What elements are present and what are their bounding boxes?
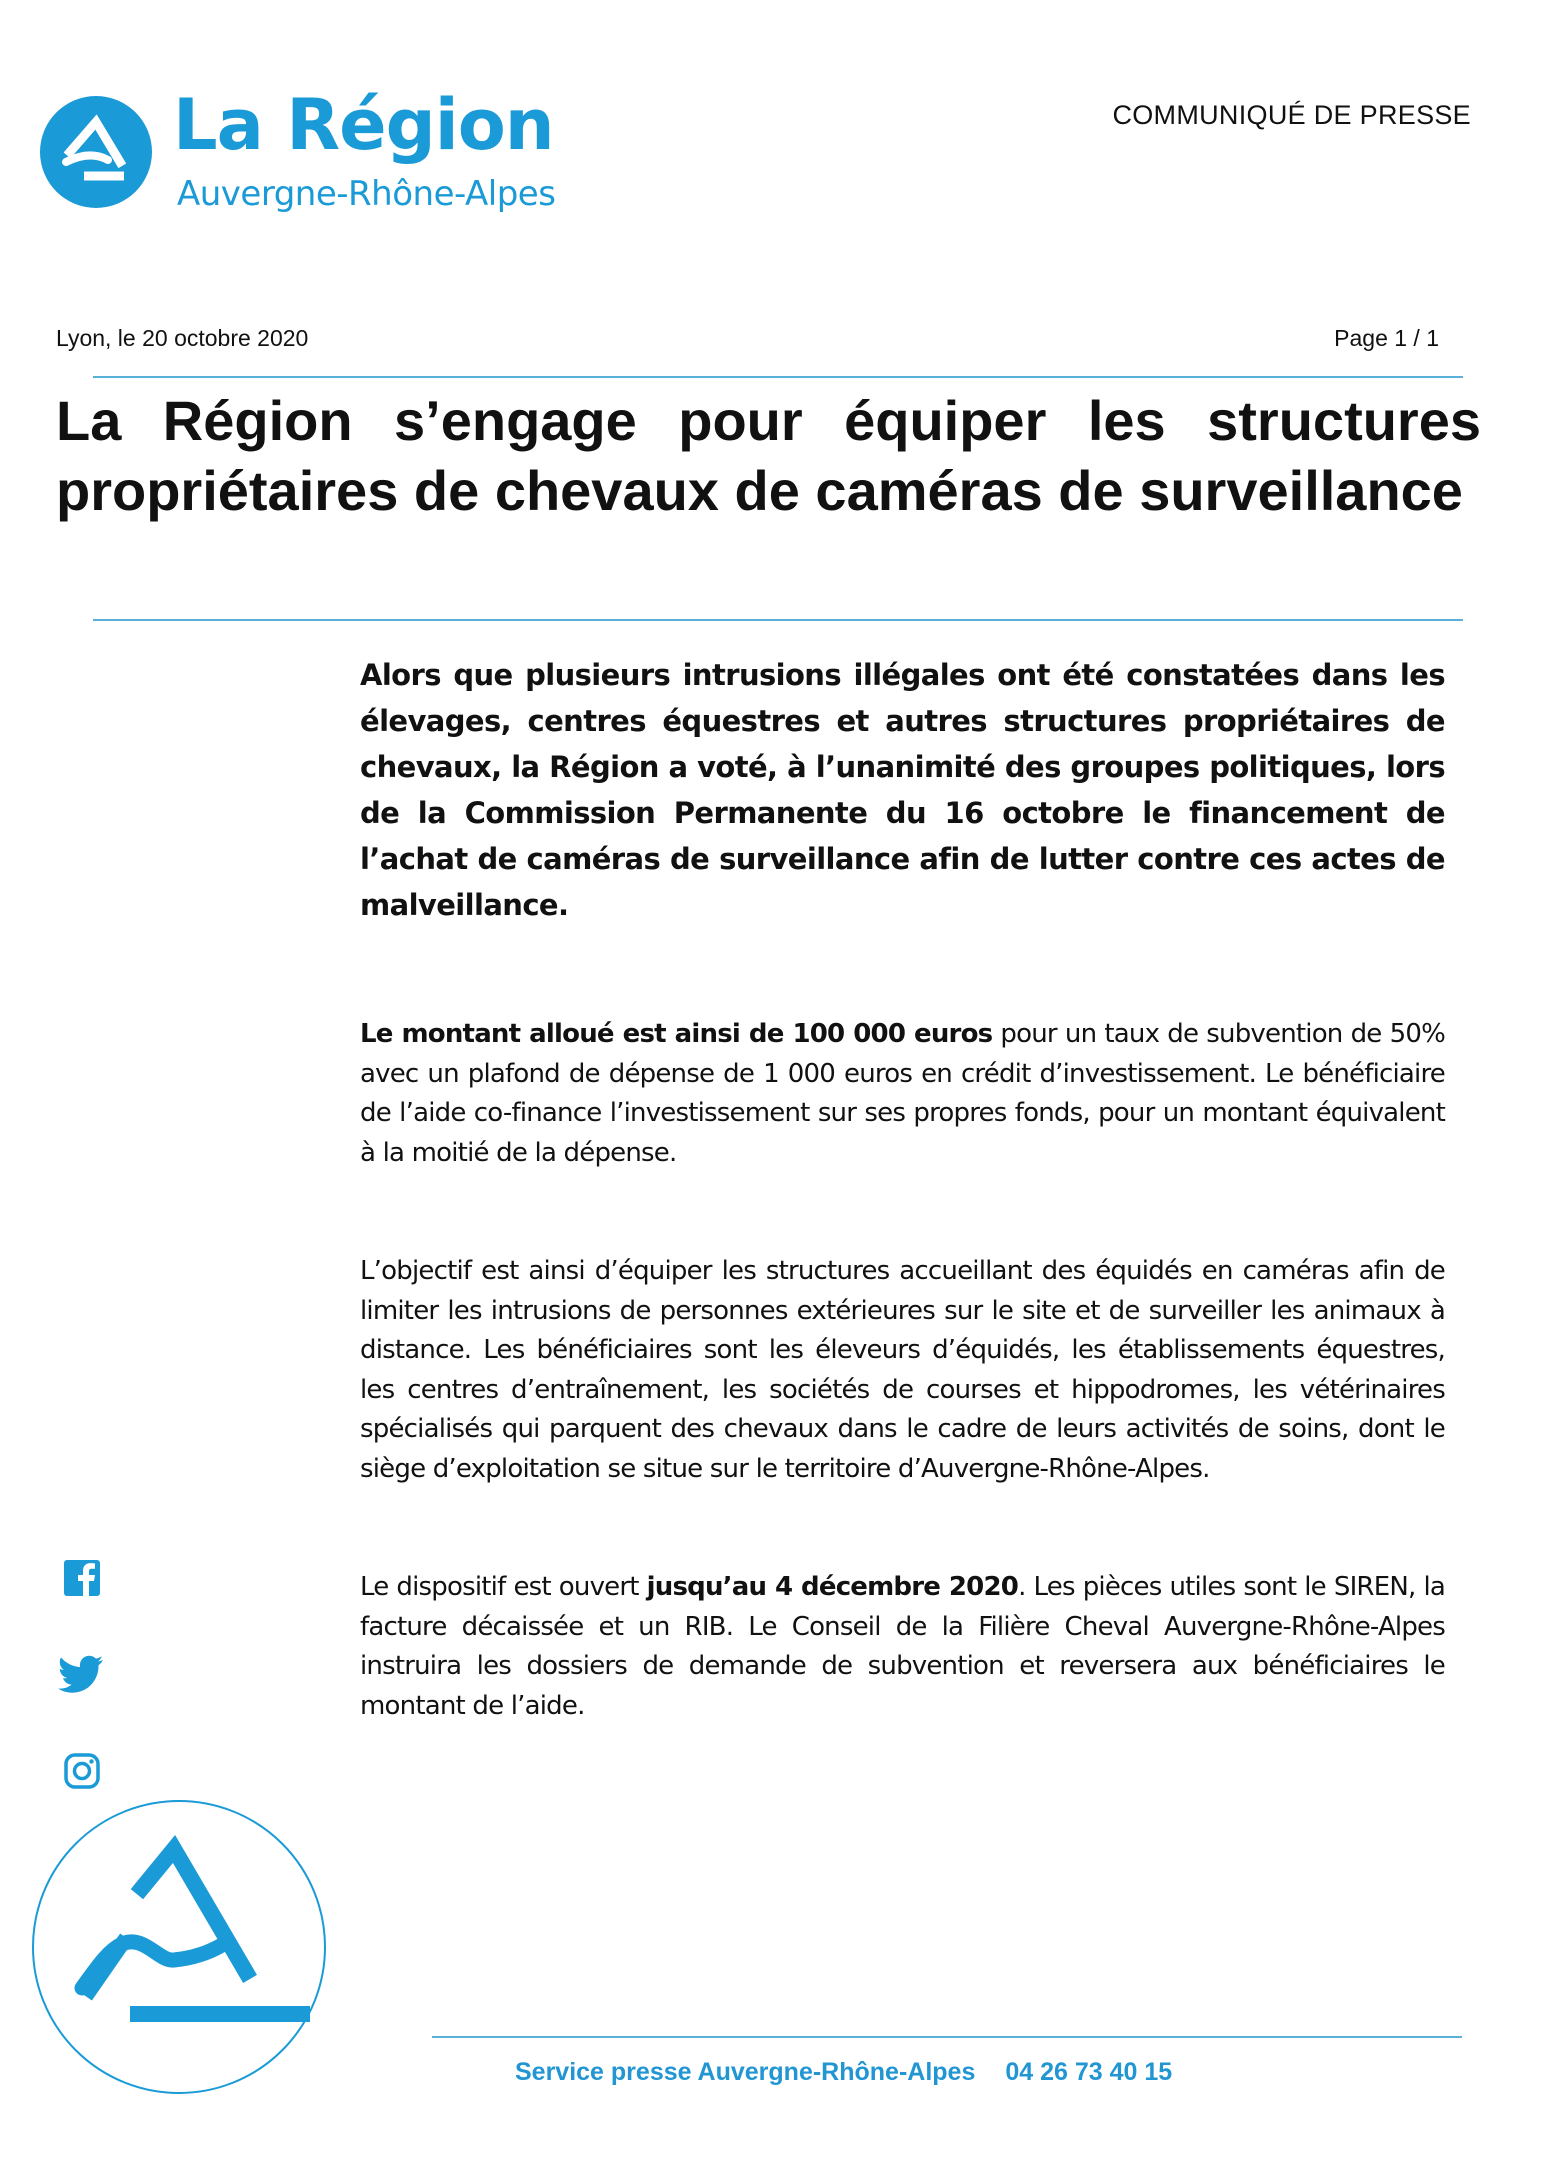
paragraph-funding: [360, 1015, 1445, 1173]
deadline-text-rest: . Les pièces utiles sont le SIREN, la facture décaissée et un RIB. Le Conseil de la Filière Cheval Auvergne-Rhône-Alpes instruira les dossiers de demande de subvention et reversera aux bénéficiaires le montant de l’aide.: [360, 1572, 1445, 1721]
title-divider: [93, 619, 1463, 621]
press-contact: [515, 2058, 1172, 2087]
paragraph-deadline: [360, 1568, 1445, 1726]
footer-divider: [432, 2036, 1462, 2038]
lede-paragraph: Alors que plusieurs intrusions illégales ont été constatées dans les élevages, centres équestres et autres structures propriétaires de chevaux, la Région a voté, à l’unanimité des groupes politiques, lors de la Commission Permanente du 16 octobre le financement de l’achat de caméras de surveillance afin de lutter contre ces actes de malveillance.: [360, 658, 1445, 922]
twitter-icon[interactable]: [58, 1655, 104, 1695]
region-emblem-icon: [32, 1800, 326, 2094]
page-title: La Région s’engage pour équiper les structures propriétaires de chevaux de caméras de surveillance: [56, 389, 1481, 522]
logo-name: La Région: [173, 84, 554, 166]
press-service-label: Service presse Auvergne-Rhône-Alpes: [515, 2058, 976, 2086]
logo-subtitle: Auvergne-Rhône-Alpes: [177, 174, 556, 214]
deadline-text-start: Le dispositif est ouvert: [360, 1572, 647, 1602]
document-type-label: COMMUNIQUÉ DE PRESSE: [1112, 100, 1471, 130]
press-phone: 04 26 73 40 15: [1005, 2058, 1173, 2086]
instagram-icon[interactable]: [62, 1751, 102, 1791]
paragraph-objective: L’objectif est ainsi d’équiper les structures accueillant des équidés en caméras afin de limiter les intrusions de personnes extérieures sur le site et de surveiller les animaux à distance. Les bénéficiaires sont les éleveurs d’équidés, les établissements équestres, les centres d’entraînement, les sociétés de courses et hippodromes, les vétérinaires spécialisés qui parquent des chevaux dans le cadre de leurs activités de soins, dont le siège d’exploitation se situe sur le territoire d’Auvergne-Rhône-Alpes.: [360, 1256, 1445, 1484]
funding-amount-bold: Le montant alloué est ainsi de 100 000 euros: [360, 1019, 993, 1049]
funding-text: pour un taux de subvention de 50% avec un plafond de dépense de 1 000 euros en crédit d’investissement. Le bénéficiaire de l’aide co-finance l’investissement sur ses propres fonds, pour un montant équivalent à la moitié de la dépense.: [360, 1019, 1445, 1168]
deadline-date-bold: jusqu’au 4 décembre 2020: [646, 1572, 1019, 1602]
page-number: Page 1 / 1: [1334, 325, 1439, 351]
region-logo: [40, 84, 560, 222]
top-divider: [93, 376, 1463, 378]
facebook-icon[interactable]: [62, 1558, 102, 1598]
dateline: Lyon, le 20 octobre 2020: [56, 325, 309, 351]
region-logo-mark-icon: [40, 96, 152, 208]
